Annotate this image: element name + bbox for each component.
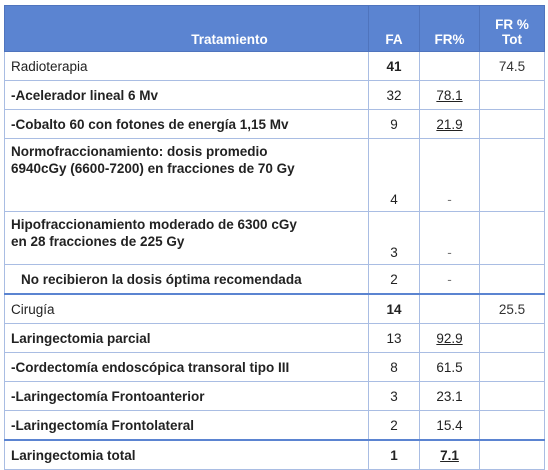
row-fa: 3 xyxy=(369,212,420,265)
row-fr-tot xyxy=(480,324,545,353)
row-fa: 13 xyxy=(369,324,420,353)
row-fr-tot: 25.5 xyxy=(480,294,545,324)
row-label: -Cordectomía endoscópica transoral tipo III xyxy=(5,353,369,382)
header-tratamiento: Tratamiento xyxy=(5,6,369,52)
header-fr: FR% xyxy=(420,6,480,52)
table-row xyxy=(5,110,545,139)
row-fr xyxy=(420,52,480,81)
row-fa: 2 xyxy=(369,265,420,295)
row-label-line1: Hipofraccionamiento moderado de 6300 cGy xyxy=(11,217,297,232)
row-fa: 32 xyxy=(369,81,420,110)
row-fr-tot xyxy=(480,110,545,139)
row-fr-tot xyxy=(480,411,545,441)
treatment-table xyxy=(4,5,545,470)
row-fr-value: 21.9 xyxy=(436,116,463,132)
row-label: -Acelerador lineal 6 Mv xyxy=(5,81,369,110)
row-fr-tot xyxy=(480,353,545,382)
row-fr: - xyxy=(420,139,480,212)
treatment-table-container xyxy=(4,5,544,470)
table-row xyxy=(5,52,545,81)
row-fa: 2 xyxy=(369,411,420,441)
header-fr-tot-line2: Tot xyxy=(502,32,522,47)
header-fr-tot-line1: FR % xyxy=(495,17,529,32)
row-fa: 3 xyxy=(369,382,420,411)
header-row xyxy=(5,6,545,52)
row-label: No recibieron la dosis óptima recomendada xyxy=(5,265,369,295)
row-fa: 8 xyxy=(369,353,420,382)
row-fr: - xyxy=(420,212,480,265)
table-row xyxy=(5,265,545,295)
row-label: Cirugía xyxy=(5,294,369,324)
table-row xyxy=(5,294,545,324)
row-fr: 61.5 xyxy=(420,353,480,382)
table-row xyxy=(5,324,545,353)
row-fr-tot xyxy=(480,139,545,212)
row-fr-value: 78.1 xyxy=(436,87,463,103)
row-label-line1: Normofraccionamiento: dosis promedio xyxy=(11,144,268,159)
row-fa: 14 xyxy=(369,294,420,324)
row-fr-value: 92.9 xyxy=(436,330,463,346)
row-fr xyxy=(420,110,480,139)
row-label: Laringectomia total xyxy=(5,440,369,470)
row-label: -Laringectomía Frontoanterior xyxy=(5,382,369,411)
row-fr-value: 7.1 xyxy=(440,447,459,463)
row-label xyxy=(5,212,369,265)
row-fr-tot xyxy=(480,265,545,295)
row-label-line2: en 28 fracciones de 225 Gy xyxy=(11,234,185,249)
row-label: Laringectomia parcial xyxy=(5,324,369,353)
row-fr xyxy=(420,324,480,353)
table-row xyxy=(5,81,545,110)
row-fr: 15.4 xyxy=(420,411,480,441)
row-fr: 23.1 xyxy=(420,382,480,411)
row-fr-tot xyxy=(480,382,545,411)
row-fr xyxy=(420,81,480,110)
header-fa: FA xyxy=(369,6,420,52)
row-fa: 41 xyxy=(369,52,420,81)
row-fa: 4 xyxy=(369,139,420,212)
header-fr-tot xyxy=(480,6,545,52)
table-row xyxy=(5,139,545,212)
row-fa: 9 xyxy=(369,110,420,139)
row-fr xyxy=(420,294,480,324)
row-label xyxy=(5,139,369,212)
row-fr-tot: 74.5 xyxy=(480,52,545,81)
row-fr-tot xyxy=(480,81,545,110)
table-row xyxy=(5,411,545,441)
row-label-line2: 6940cGy (6600-7200) en fracciones de 70 Gy xyxy=(11,161,295,176)
row-fr-tot xyxy=(480,212,545,265)
row-label: -Laringectomía Frontolateral xyxy=(5,411,369,441)
table-row xyxy=(5,382,545,411)
row-fa: 1 xyxy=(369,440,420,470)
row-label: Radioterapia xyxy=(5,52,369,81)
row-fr: - xyxy=(420,265,480,295)
row-label: -Cobalto 60 con fotones de energía 1,15 Mv xyxy=(5,110,369,139)
table-row xyxy=(5,212,545,265)
table-row xyxy=(5,353,545,382)
